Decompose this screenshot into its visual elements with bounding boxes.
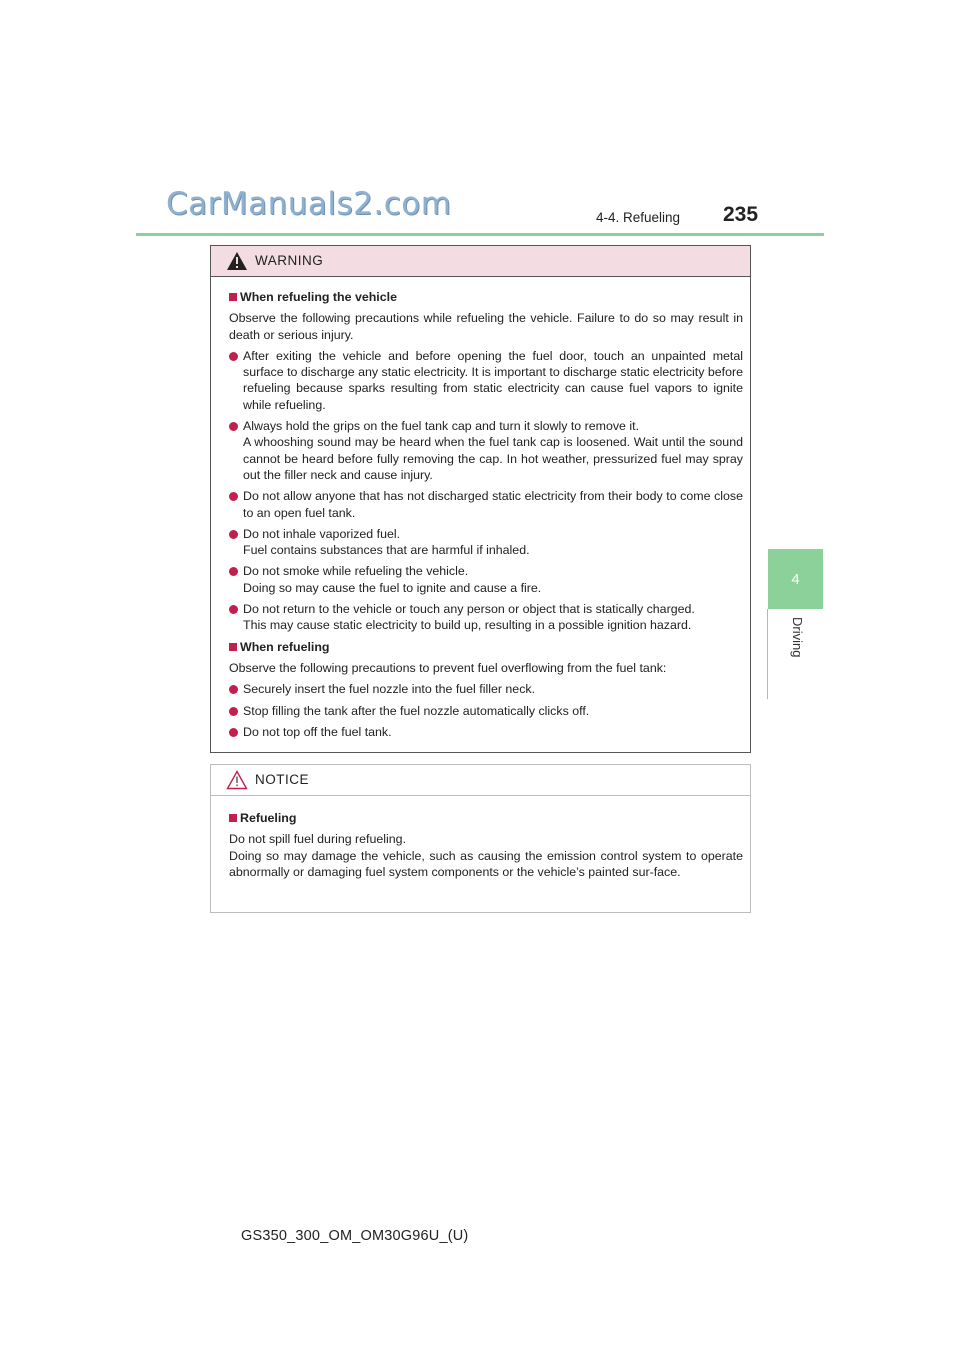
list-item	[229, 563, 743, 596]
page-number: 235	[723, 203, 759, 226]
item-text: Do not top off the fuel tank.	[243, 724, 392, 739]
list-item	[229, 348, 743, 413]
circle-bullet-icon	[229, 352, 238, 361]
list-item	[229, 724, 743, 740]
heading-text: Refueling	[240, 811, 297, 825]
warning-intro: Observe the following precautions while refueling the vehicle. Failure to do so may result in death or serious injury.	[229, 311, 743, 342]
section-title: 4-4. Refueling	[596, 210, 681, 225]
item-text: Do not inhale vaporized fuel.	[243, 526, 401, 541]
circle-bullet-icon	[229, 605, 238, 614]
heading-text: When refueling the vehicle	[240, 290, 397, 304]
item-text: Always hold the grips on the fuel tank cap and turn it slowly to remove it.	[243, 419, 640, 434]
header-rule	[136, 233, 824, 236]
item-note: Doing so may cause the fuel to ignite and cause a fire.	[243, 580, 542, 595]
item-note: Fuel contains substances that are harmful if inhaled.	[243, 543, 530, 558]
notice-line: Do not spill fuel during refueling.	[229, 832, 407, 847]
site-logo: CarManuals2.com	[166, 186, 452, 222]
side-rule	[767, 609, 768, 699]
list-item	[229, 681, 743, 697]
item-text: Securely insert the fuel nozzle into the fuel filler neck.	[243, 682, 536, 697]
warning-content	[211, 277, 750, 740]
warning-heading-refueling	[229, 639, 743, 655]
square-bullet-icon	[229, 814, 237, 822]
notice-text	[229, 831, 743, 880]
list-item	[229, 418, 743, 483]
circle-bullet-icon	[229, 530, 238, 539]
notice-header	[211, 765, 750, 796]
warning-header	[211, 246, 750, 277]
warning-title: WARNING	[255, 253, 324, 268]
item-text: After exiting the vehicle and before opening the fuel door, touch an unpainted metal surface to discharge any static electricity. It is important to discharge static electricity before refueling because sparks resulting from static electricity can cause fuel vapors to ignite while refueling.	[243, 348, 743, 412]
document-code: GS350_300_OM_OM30G96U_(U)	[241, 1228, 469, 1244]
circle-bullet-icon	[229, 422, 238, 431]
item-text: Do not return to the vehicle or touch any person or object that is statically charged.	[243, 602, 695, 617]
notice-triangle-icon	[226, 770, 248, 790]
circle-bullet-icon	[229, 707, 238, 716]
square-bullet-icon	[229, 293, 237, 301]
warning-triangle-icon	[226, 251, 248, 271]
chapter-tab	[768, 549, 823, 609]
circle-bullet-icon	[229, 567, 238, 576]
circle-bullet-icon	[229, 492, 238, 501]
item-text: Stop filling the tank after the fuel nozzle automatically clicks off.	[243, 703, 590, 718]
list-item	[229, 703, 743, 719]
item-text: Do not allow anyone that has not discharged static electricity from their body to come close to an open fuel tank.	[243, 489, 743, 520]
circle-bullet-icon	[229, 685, 238, 694]
chapter-number: 4	[791, 571, 800, 588]
chapter-label: Driving	[790, 617, 805, 658]
list-item	[229, 526, 743, 559]
warning-intro: Observe the following precautions to prevent fuel overflowing from the fuel tank:	[229, 660, 667, 675]
list-item	[229, 488, 743, 521]
notice-heading	[229, 810, 743, 826]
list-item	[229, 601, 743, 634]
warning-box	[210, 245, 751, 753]
notice-box	[210, 764, 751, 913]
notice-content	[211, 796, 750, 880]
notice-title: NOTICE	[255, 772, 310, 787]
heading-text: When refueling	[240, 639, 330, 654]
square-bullet-icon	[229, 643, 237, 651]
warning-heading-refueling-vehicle	[229, 289, 743, 305]
circle-bullet-icon	[229, 728, 238, 737]
item-text: Do not smoke while refueling the vehicle.	[243, 564, 469, 579]
item-note: A whooshing sound may be heard when the fuel tank cap is loosened. Wait until the sound cannot be heard before fully removing the cap. In hot weather, pressurized fuel may spray out the filler neck and cause injury.	[243, 435, 743, 482]
notice-line: Doing so may damage the vehicle, such as causing the emission control system to operate abnormally or damaging fuel system components or the vehicle’s painted sur-face.	[229, 848, 743, 879]
item-note: This may cause static electricity to build up, resulting in a possible ignition hazard.	[243, 618, 692, 633]
